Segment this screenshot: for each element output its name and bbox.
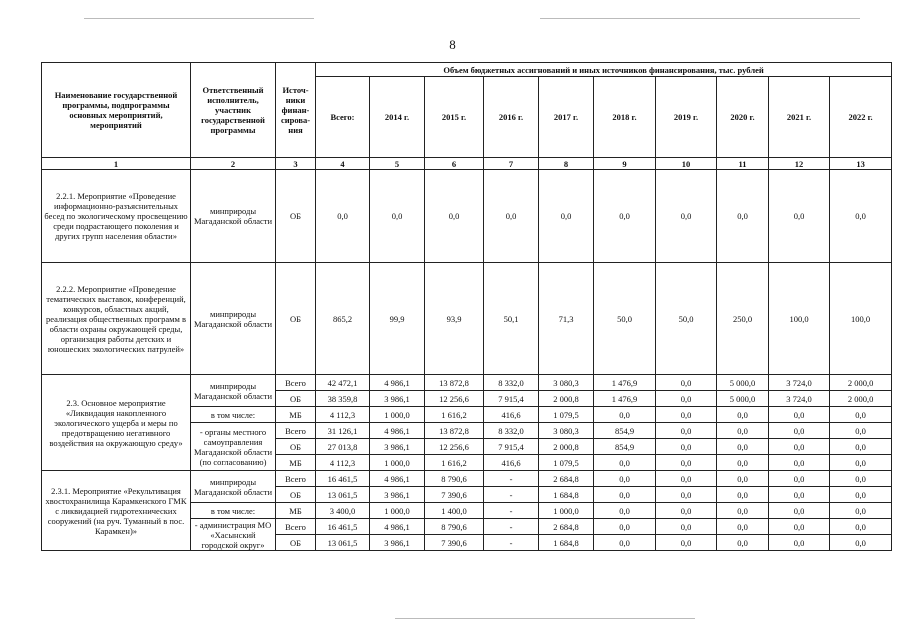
value-cell: - xyxy=(484,535,539,551)
value-cell: 0,0 xyxy=(769,471,830,487)
value-cell: 1 684,8 xyxy=(539,535,594,551)
column-index: 11 xyxy=(717,158,769,170)
value-cell: 0,0 xyxy=(594,170,656,263)
row-source: Всего xyxy=(276,471,316,487)
value-cell: 8 332,0 xyxy=(484,375,539,391)
value-cell: 1 079,5 xyxy=(539,455,594,471)
value-cell: - xyxy=(484,471,539,487)
group-executor: минприроды Магаданской области xyxy=(191,471,276,503)
value-cell: 0,0 xyxy=(769,487,830,503)
value-cell: - xyxy=(484,487,539,503)
value-cell: 0,0 xyxy=(769,407,830,423)
value-cell: 13 872,8 xyxy=(425,375,484,391)
value-cell: 0,0 xyxy=(717,503,769,519)
value-cell: 0,0 xyxy=(656,375,717,391)
group-executor: минприроды Магаданской области xyxy=(191,375,276,407)
header-year: 2016 г. xyxy=(484,77,539,158)
value-cell: 0,0 xyxy=(830,503,892,519)
column-index: 5 xyxy=(370,158,425,170)
value-cell: 0,0 xyxy=(656,487,717,503)
value-cell: 2 000,8 xyxy=(539,439,594,455)
value-cell: 1 400,0 xyxy=(425,503,484,519)
value-cell: 3 986,1 xyxy=(370,487,425,503)
value-cell: 0,0 xyxy=(769,455,830,471)
scan-edge xyxy=(84,18,314,19)
group-name: 2.3.1. Мероприятие «Рекультивация хвостохранилища Карамкенского ГМК с ликвидацией гидротехнических сооружений (на руч. Туманный в пос. Карамкен)» xyxy=(42,471,191,551)
value-cell: 1 616,2 xyxy=(425,407,484,423)
row-source: Всего xyxy=(276,423,316,439)
value-cell: 0,0 xyxy=(769,170,830,263)
value-cell: - xyxy=(484,519,539,535)
column-index: 8 xyxy=(539,158,594,170)
value-cell: 0,0 xyxy=(656,391,717,407)
value-cell: 0,0 xyxy=(717,535,769,551)
value-cell: 0,0 xyxy=(594,455,656,471)
value-cell: 4 986,1 xyxy=(370,375,425,391)
value-cell: 0,0 xyxy=(594,535,656,551)
header-year: 2020 г. xyxy=(717,77,769,158)
value-cell: 0,0 xyxy=(484,170,539,263)
value-cell: 0,0 xyxy=(594,519,656,535)
value-cell: 0,0 xyxy=(594,407,656,423)
value-cell: 8 790,6 xyxy=(425,471,484,487)
column-index: 9 xyxy=(594,158,656,170)
row-source: Всего xyxy=(276,519,316,535)
header-year: 2021 г. xyxy=(769,77,830,158)
value-cell: 99,9 xyxy=(370,263,425,375)
value-cell: 16 461,5 xyxy=(316,471,370,487)
value-cell: 8 790,6 xyxy=(425,519,484,535)
value-cell: 0,0 xyxy=(830,535,892,551)
value-cell: 3 986,1 xyxy=(370,535,425,551)
value-cell: 7 915,4 xyxy=(484,391,539,407)
header-sources: Источ-ники финан-сирова-ния xyxy=(276,63,316,158)
value-cell: 12 256,6 xyxy=(425,439,484,455)
value-cell: 13 872,8 xyxy=(425,423,484,439)
column-index: 13 xyxy=(830,158,892,170)
column-index: 3 xyxy=(276,158,316,170)
value-cell: 5 000,0 xyxy=(717,375,769,391)
value-cell: 3 080,3 xyxy=(539,375,594,391)
value-cell: 1 476,9 xyxy=(594,391,656,407)
value-cell: 0,0 xyxy=(316,170,370,263)
value-cell: 38 359,8 xyxy=(316,391,370,407)
header-funding-title: Объем бюджетных ассигнований и иных источников финансирования, тыс. рублей xyxy=(316,63,892,77)
value-cell: 31 126,1 xyxy=(316,423,370,439)
value-cell: 5 000,0 xyxy=(717,391,769,407)
value-cell: 0,0 xyxy=(830,407,892,423)
scan-edge xyxy=(395,618,695,619)
value-cell: 3 400,0 xyxy=(316,503,370,519)
value-cell: 0,0 xyxy=(656,407,717,423)
value-cell: 1 000,0 xyxy=(370,503,425,519)
value-cell: 0,0 xyxy=(656,471,717,487)
value-cell: 3 724,0 xyxy=(769,375,830,391)
row-executor: минприроды Магаданской области xyxy=(191,263,276,375)
value-cell: 12 256,6 xyxy=(425,391,484,407)
value-cell: 250,0 xyxy=(717,263,769,375)
group-including: в том числе: xyxy=(191,407,276,423)
group-executor: - органы местного самоуправления Магаданской области (по согласованию) xyxy=(191,423,276,471)
value-cell: 27 013,8 xyxy=(316,439,370,455)
value-cell: 4 112,3 xyxy=(316,407,370,423)
value-cell: 2 684,8 xyxy=(539,519,594,535)
value-cell: 0,0 xyxy=(594,471,656,487)
value-cell: 0,0 xyxy=(717,519,769,535)
value-cell: 1 000,0 xyxy=(539,503,594,519)
value-cell: 416,6 xyxy=(484,407,539,423)
row-executor: минприроды Магаданской области xyxy=(191,170,276,263)
value-cell: 7 390,6 xyxy=(425,487,484,503)
row-source: ОБ xyxy=(276,487,316,503)
value-cell: 2 000,8 xyxy=(539,391,594,407)
value-cell: 0,0 xyxy=(830,519,892,535)
value-cell: 1 684,8 xyxy=(539,487,594,503)
value-cell: 1 000,0 xyxy=(370,455,425,471)
value-cell: 0,0 xyxy=(769,439,830,455)
value-cell: 0,0 xyxy=(656,170,717,263)
column-index: 7 xyxy=(484,158,539,170)
value-cell: 0,0 xyxy=(717,471,769,487)
budget-table xyxy=(41,62,892,551)
value-cell: 0,0 xyxy=(656,503,717,519)
value-cell: 3 080,3 xyxy=(539,423,594,439)
header-year: 2018 г. xyxy=(594,77,656,158)
value-cell: 0,0 xyxy=(539,170,594,263)
scan-edge xyxy=(540,18,860,19)
row-source: МБ xyxy=(276,407,316,423)
column-index: 12 xyxy=(769,158,830,170)
group-including: в том числе: xyxy=(191,503,276,519)
value-cell: 7 915,4 xyxy=(484,439,539,455)
header-program-name: Наименование государственной программы, подпрограммы основных мероприятий, мероприятий xyxy=(42,63,191,158)
row-source: ОБ xyxy=(276,439,316,455)
value-cell: 0,0 xyxy=(830,471,892,487)
row-source: Всего xyxy=(276,375,316,391)
value-cell: 0,0 xyxy=(656,439,717,455)
value-cell: 0,0 xyxy=(769,519,830,535)
value-cell: 4 112,3 xyxy=(316,455,370,471)
value-cell: 42 472,1 xyxy=(316,375,370,391)
value-cell: 0,0 xyxy=(594,503,656,519)
header-year: 2014 г. xyxy=(370,77,425,158)
value-cell: 0,0 xyxy=(656,423,717,439)
value-cell: 0,0 xyxy=(830,487,892,503)
value-cell: 7 390,6 xyxy=(425,535,484,551)
value-cell: 0,0 xyxy=(594,487,656,503)
value-cell: 0,0 xyxy=(830,455,892,471)
value-cell: 13 061,5 xyxy=(316,487,370,503)
group-name: 2.3. Основное мероприятие «Ликвидация накопленного экологического ущерба и меры по предотвращению негативного воздействия на окружающую среду» xyxy=(42,375,191,471)
row-source: ОБ xyxy=(276,170,316,263)
row-source: ОБ xyxy=(276,263,316,375)
header-executor: Ответственный исполнитель, участник государственной программы xyxy=(191,63,276,158)
header-year: 2019 г. xyxy=(656,77,717,158)
value-cell: 0,0 xyxy=(717,170,769,263)
value-cell: 93,9 xyxy=(425,263,484,375)
page-number: 8 xyxy=(449,37,456,52)
value-cell: 0,0 xyxy=(769,535,830,551)
value-cell: 100,0 xyxy=(769,263,830,375)
row-name: 2.2.1. Мероприятие «Проведение информационно-разъяснительных бесед по экологическому просвещению среди подрастающего поколения и других групп населения области» xyxy=(42,170,191,263)
header-year: 2022 г. xyxy=(830,77,892,158)
value-cell: 16 461,5 xyxy=(316,519,370,535)
column-index: 2 xyxy=(191,158,276,170)
value-cell: 0,0 xyxy=(370,170,425,263)
value-cell: 2 000,0 xyxy=(830,391,892,407)
value-cell: 1 476,9 xyxy=(594,375,656,391)
value-cell: 865,2 xyxy=(316,263,370,375)
value-cell: 50,0 xyxy=(656,263,717,375)
value-cell: 50,0 xyxy=(594,263,656,375)
value-cell: 0,0 xyxy=(830,170,892,263)
value-cell: 854,9 xyxy=(594,423,656,439)
row-source: МБ xyxy=(276,503,316,519)
value-cell: 0,0 xyxy=(425,170,484,263)
value-cell: 4 986,1 xyxy=(370,519,425,535)
row-source: ОБ xyxy=(276,391,316,407)
row-source: ОБ xyxy=(276,535,316,551)
value-cell: 854,9 xyxy=(594,439,656,455)
value-cell: 2 000,0 xyxy=(830,375,892,391)
value-cell: 0,0 xyxy=(717,439,769,455)
header-year: 2017 г. xyxy=(539,77,594,158)
value-cell: 0,0 xyxy=(769,423,830,439)
value-cell: 50,1 xyxy=(484,263,539,375)
value-cell: 0,0 xyxy=(717,407,769,423)
value-cell: 416,6 xyxy=(484,455,539,471)
value-cell: 0,0 xyxy=(830,439,892,455)
value-cell: 3 986,1 xyxy=(370,439,425,455)
row-name: 2.2.2. Мероприятие «Проведение тематических выставок, конференций, конкурсов, областных акций, реализация общественных программ в области охраны окружающей среды, организация работы детских и юношеских экологических патрулей» xyxy=(42,263,191,375)
value-cell: 8 332,0 xyxy=(484,423,539,439)
value-cell: 0,0 xyxy=(717,487,769,503)
header-year: Всего: xyxy=(316,77,370,158)
value-cell: 3 986,1 xyxy=(370,391,425,407)
value-cell: 100,0 xyxy=(830,263,892,375)
value-cell: 1 000,0 xyxy=(370,407,425,423)
value-cell: 0,0 xyxy=(656,455,717,471)
value-cell: 0,0 xyxy=(769,503,830,519)
column-index: 1 xyxy=(42,158,191,170)
column-index: 4 xyxy=(316,158,370,170)
value-cell: 0,0 xyxy=(656,519,717,535)
group-executor: - администрация МО «Хасынский городской округ» xyxy=(191,519,276,551)
value-cell: 2 684,8 xyxy=(539,471,594,487)
column-index: 10 xyxy=(656,158,717,170)
value-cell: 3 724,0 xyxy=(769,391,830,407)
value-cell: 0,0 xyxy=(830,423,892,439)
value-cell: 4 986,1 xyxy=(370,423,425,439)
value-cell: 0,0 xyxy=(717,455,769,471)
row-source: МБ xyxy=(276,455,316,471)
value-cell: 0,0 xyxy=(656,535,717,551)
header-year: 2015 г. xyxy=(425,77,484,158)
value-cell: 1 616,2 xyxy=(425,455,484,471)
column-index: 6 xyxy=(425,158,484,170)
value-cell: 71,3 xyxy=(539,263,594,375)
value-cell: 0,0 xyxy=(717,423,769,439)
value-cell: 13 061,5 xyxy=(316,535,370,551)
value-cell: 4 986,1 xyxy=(370,471,425,487)
value-cell: - xyxy=(484,503,539,519)
value-cell: 1 079,5 xyxy=(539,407,594,423)
